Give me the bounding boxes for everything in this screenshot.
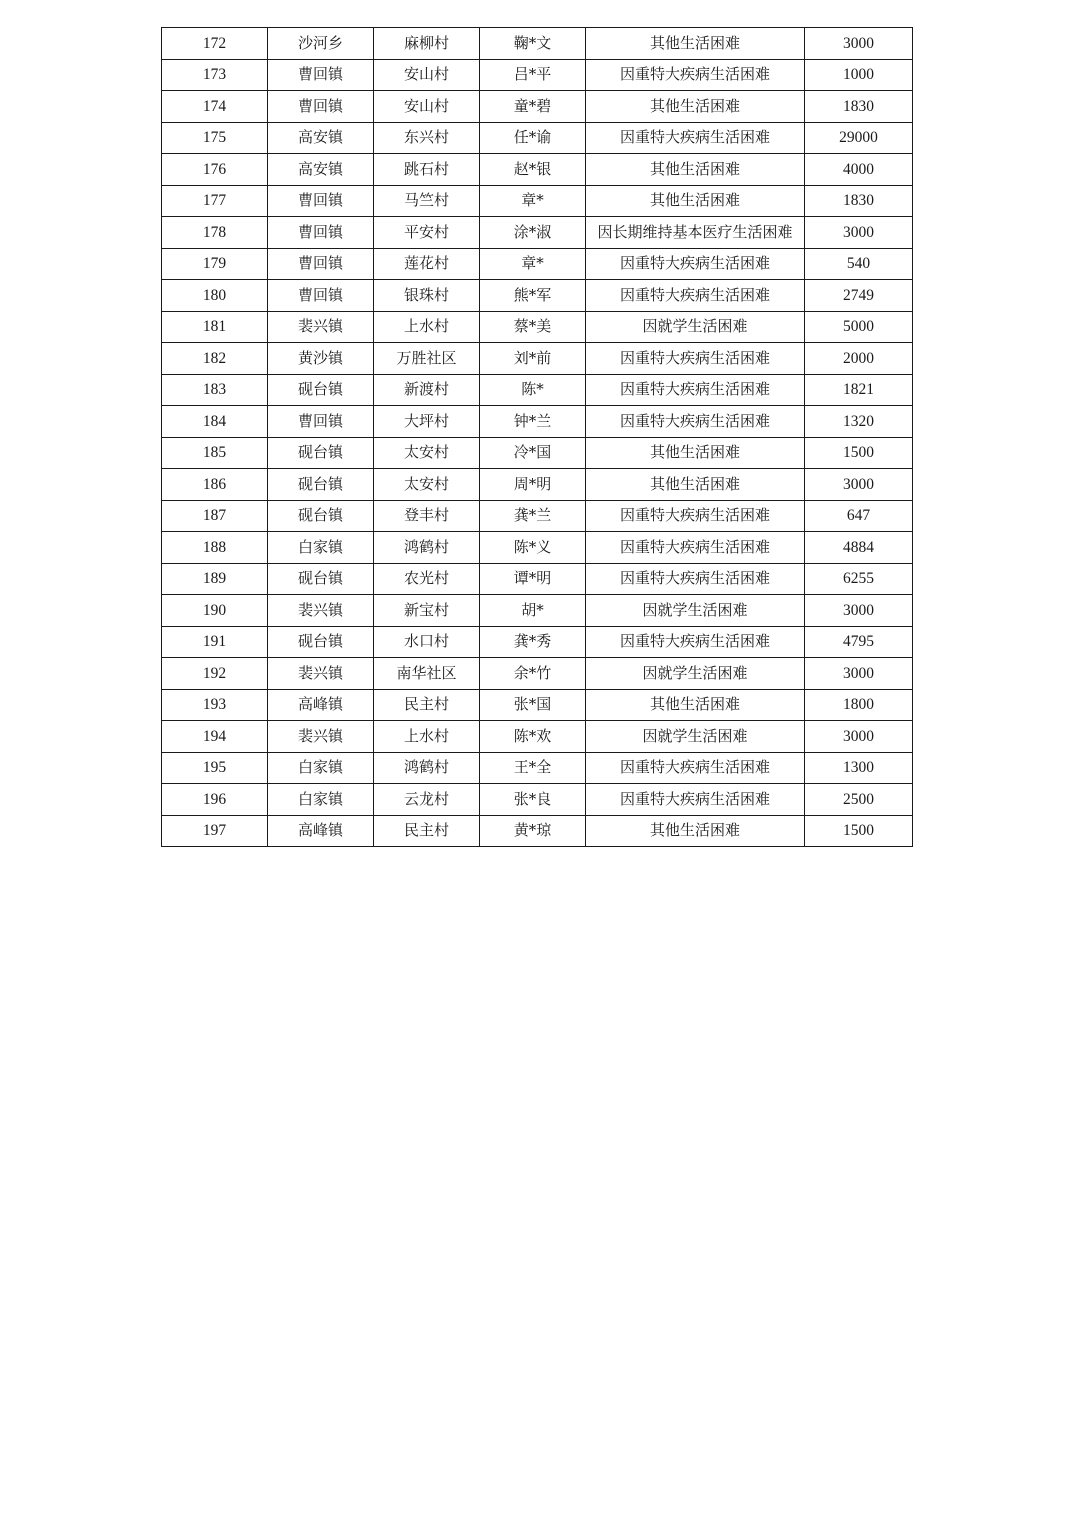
hardship-reason-cell: 因重特大疾病生活困难 (586, 784, 805, 816)
amount-cell: 3000 (805, 721, 913, 753)
township-cell: 裴兴镇 (268, 721, 374, 753)
hardship-reason-cell: 因重特大疾病生活困难 (586, 752, 805, 784)
row-number-cell: 185 (162, 437, 268, 469)
name-cell: 王*全 (480, 752, 586, 784)
table-row (162, 721, 913, 753)
township-cell: 高峰镇 (268, 815, 374, 847)
township-cell: 曹回镇 (268, 280, 374, 312)
township-cell: 高安镇 (268, 122, 374, 154)
township-cell: 曹回镇 (268, 185, 374, 217)
name-cell: 刘*前 (480, 343, 586, 375)
village-cell: 太安村 (374, 469, 480, 501)
township-cell: 砚台镇 (268, 500, 374, 532)
table-row (162, 406, 913, 438)
hardship-reason-cell: 其他生活困难 (586, 815, 805, 847)
township-cell: 砚台镇 (268, 469, 374, 501)
row-number-cell: 180 (162, 280, 268, 312)
amount-cell: 3000 (805, 469, 913, 501)
name-cell: 熊*军 (480, 280, 586, 312)
name-cell: 龚*秀 (480, 626, 586, 658)
hardship-reason-cell: 其他生活困难 (586, 469, 805, 501)
township-cell: 白家镇 (268, 752, 374, 784)
row-number-cell: 177 (162, 185, 268, 217)
amount-cell: 1500 (805, 437, 913, 469)
name-cell: 鞠*文 (480, 28, 586, 60)
hardship-reason-cell: 因重特大疾病生活困难 (586, 406, 805, 438)
village-cell: 新宝村 (374, 595, 480, 627)
township-cell: 曹回镇 (268, 217, 374, 249)
row-number-cell: 176 (162, 154, 268, 186)
village-cell: 鸿鹤村 (374, 752, 480, 784)
hardship-reason-cell: 因重特大疾病生活困难 (586, 500, 805, 532)
township-cell: 高峰镇 (268, 689, 374, 721)
table-row (162, 280, 913, 312)
village-cell: 上水村 (374, 311, 480, 343)
village-cell: 大坪村 (374, 406, 480, 438)
name-cell: 龚*兰 (480, 500, 586, 532)
amount-cell: 1000 (805, 59, 913, 91)
row-number-cell: 191 (162, 626, 268, 658)
table-row (162, 563, 913, 595)
township-cell: 裴兴镇 (268, 311, 374, 343)
row-number-cell: 181 (162, 311, 268, 343)
village-cell: 登丰村 (374, 500, 480, 532)
name-cell: 胡* (480, 595, 586, 627)
relief-table (161, 27, 913, 847)
hardship-reason-cell: 其他生活困难 (586, 91, 805, 123)
amount-cell: 1830 (805, 91, 913, 123)
name-cell: 张*良 (480, 784, 586, 816)
township-cell: 曹回镇 (268, 248, 374, 280)
table-row (162, 626, 913, 658)
village-cell: 东兴村 (374, 122, 480, 154)
table-row (162, 752, 913, 784)
township-cell: 砚台镇 (268, 626, 374, 658)
name-cell: 吕*平 (480, 59, 586, 91)
hardship-reason-cell: 因重特大疾病生活困难 (586, 626, 805, 658)
village-cell: 云龙村 (374, 784, 480, 816)
row-number-cell: 196 (162, 784, 268, 816)
amount-cell: 2000 (805, 343, 913, 375)
row-number-cell: 195 (162, 752, 268, 784)
table-row (162, 248, 913, 280)
township-cell: 曹回镇 (268, 91, 374, 123)
name-cell: 周*明 (480, 469, 586, 501)
amount-cell: 540 (805, 248, 913, 280)
amount-cell: 1821 (805, 374, 913, 406)
table-row (162, 122, 913, 154)
amount-cell: 1300 (805, 752, 913, 784)
hardship-reason-cell: 因重特大疾病生活困难 (586, 532, 805, 564)
table-row (162, 532, 913, 564)
table-row (162, 217, 913, 249)
village-cell: 麻柳村 (374, 28, 480, 60)
hardship-reason-cell: 因重特大疾病生活困难 (586, 248, 805, 280)
village-cell: 上水村 (374, 721, 480, 753)
amount-cell: 3000 (805, 595, 913, 627)
table-row (162, 59, 913, 91)
hardship-reason-cell: 其他生活困难 (586, 437, 805, 469)
amount-cell: 3000 (805, 217, 913, 249)
hardship-reason-cell: 因就学生活困难 (586, 721, 805, 753)
township-cell: 白家镇 (268, 784, 374, 816)
village-cell: 莲花村 (374, 248, 480, 280)
table-row (162, 28, 913, 60)
amount-cell: 6255 (805, 563, 913, 595)
row-number-cell: 173 (162, 59, 268, 91)
row-number-cell: 192 (162, 658, 268, 690)
name-cell: 谭*明 (480, 563, 586, 595)
township-cell: 高安镇 (268, 154, 374, 186)
amount-cell: 5000 (805, 311, 913, 343)
village-cell: 安山村 (374, 59, 480, 91)
village-cell: 银珠村 (374, 280, 480, 312)
village-cell: 水口村 (374, 626, 480, 658)
township-cell: 沙河乡 (268, 28, 374, 60)
row-number-cell: 188 (162, 532, 268, 564)
township-cell: 裴兴镇 (268, 595, 374, 627)
table-row (162, 91, 913, 123)
table-row (162, 469, 913, 501)
village-cell: 鸿鹤村 (374, 532, 480, 564)
name-cell: 黄*琼 (480, 815, 586, 847)
township-cell: 曹回镇 (268, 59, 374, 91)
hardship-reason-cell: 因重特大疾病生活困难 (586, 374, 805, 406)
row-number-cell: 189 (162, 563, 268, 595)
name-cell: 童*碧 (480, 91, 586, 123)
amount-cell: 1500 (805, 815, 913, 847)
township-cell: 砚台镇 (268, 563, 374, 595)
name-cell: 章* (480, 248, 586, 280)
table-row (162, 658, 913, 690)
village-cell: 民主村 (374, 815, 480, 847)
name-cell: 赵*银 (480, 154, 586, 186)
row-number-cell: 186 (162, 469, 268, 501)
village-cell: 新渡村 (374, 374, 480, 406)
name-cell: 陈*欢 (480, 721, 586, 753)
amount-cell: 29000 (805, 122, 913, 154)
row-number-cell: 182 (162, 343, 268, 375)
table-row (162, 815, 913, 847)
row-number-cell: 194 (162, 721, 268, 753)
name-cell: 钟*兰 (480, 406, 586, 438)
name-cell: 陈* (480, 374, 586, 406)
table-row (162, 500, 913, 532)
name-cell: 余*竹 (480, 658, 586, 690)
hardship-reason-cell: 因重特大疾病生活困难 (586, 59, 805, 91)
hardship-reason-cell: 因就学生活困难 (586, 595, 805, 627)
row-number-cell: 178 (162, 217, 268, 249)
amount-cell: 3000 (805, 658, 913, 690)
table-row (162, 343, 913, 375)
hardship-reason-cell: 其他生活困难 (586, 689, 805, 721)
amount-cell: 1800 (805, 689, 913, 721)
village-cell: 安山村 (374, 91, 480, 123)
hardship-reason-cell: 因就学生活困难 (586, 311, 805, 343)
amount-cell: 1830 (805, 185, 913, 217)
village-cell: 跳石村 (374, 154, 480, 186)
village-cell: 民主村 (374, 689, 480, 721)
table-row (162, 311, 913, 343)
village-cell: 平安村 (374, 217, 480, 249)
township-cell: 砚台镇 (268, 437, 374, 469)
hardship-reason-cell: 因重特大疾病生活困难 (586, 563, 805, 595)
amount-cell: 2500 (805, 784, 913, 816)
amount-cell: 1320 (805, 406, 913, 438)
name-cell: 涂*淑 (480, 217, 586, 249)
table-row (162, 154, 913, 186)
amount-cell: 4000 (805, 154, 913, 186)
row-number-cell: 172 (162, 28, 268, 60)
amount-cell: 3000 (805, 28, 913, 60)
row-number-cell: 174 (162, 91, 268, 123)
amount-cell: 647 (805, 500, 913, 532)
row-number-cell: 190 (162, 595, 268, 627)
table-row (162, 185, 913, 217)
hardship-reason-cell: 因重特大疾病生活困难 (586, 122, 805, 154)
hardship-reason-cell: 因重特大疾病生活困难 (586, 343, 805, 375)
amount-cell: 4884 (805, 532, 913, 564)
row-number-cell: 184 (162, 406, 268, 438)
amount-cell: 2749 (805, 280, 913, 312)
township-cell: 黄沙镇 (268, 343, 374, 375)
name-cell: 冷*国 (480, 437, 586, 469)
name-cell: 陈*义 (480, 532, 586, 564)
table-row (162, 595, 913, 627)
township-cell: 曹回镇 (268, 406, 374, 438)
row-number-cell: 187 (162, 500, 268, 532)
table-row (162, 437, 913, 469)
hardship-reason-cell: 因就学生活困难 (586, 658, 805, 690)
relief-table-body (162, 28, 913, 847)
village-cell: 农光村 (374, 563, 480, 595)
row-number-cell: 193 (162, 689, 268, 721)
table-row (162, 689, 913, 721)
name-cell: 章* (480, 185, 586, 217)
table-row (162, 784, 913, 816)
name-cell: 蔡*美 (480, 311, 586, 343)
row-number-cell: 179 (162, 248, 268, 280)
amount-cell: 4795 (805, 626, 913, 658)
village-cell: 万胜社区 (374, 343, 480, 375)
row-number-cell: 197 (162, 815, 268, 847)
row-number-cell: 183 (162, 374, 268, 406)
name-cell: 张*国 (480, 689, 586, 721)
hardship-reason-cell: 因重特大疾病生活困难 (586, 280, 805, 312)
township-cell: 砚台镇 (268, 374, 374, 406)
township-cell: 白家镇 (268, 532, 374, 564)
name-cell: 任*谕 (480, 122, 586, 154)
hardship-reason-cell: 其他生活困难 (586, 185, 805, 217)
hardship-reason-cell: 其他生活困难 (586, 154, 805, 186)
township-cell: 裴兴镇 (268, 658, 374, 690)
row-number-cell: 175 (162, 122, 268, 154)
village-cell: 南华社区 (374, 658, 480, 690)
village-cell: 太安村 (374, 437, 480, 469)
hardship-reason-cell: 其他生活困难 (586, 28, 805, 60)
hardship-reason-cell: 因长期维持基本医疗生活困难 (586, 217, 805, 249)
table-row (162, 374, 913, 406)
village-cell: 马竺村 (374, 185, 480, 217)
